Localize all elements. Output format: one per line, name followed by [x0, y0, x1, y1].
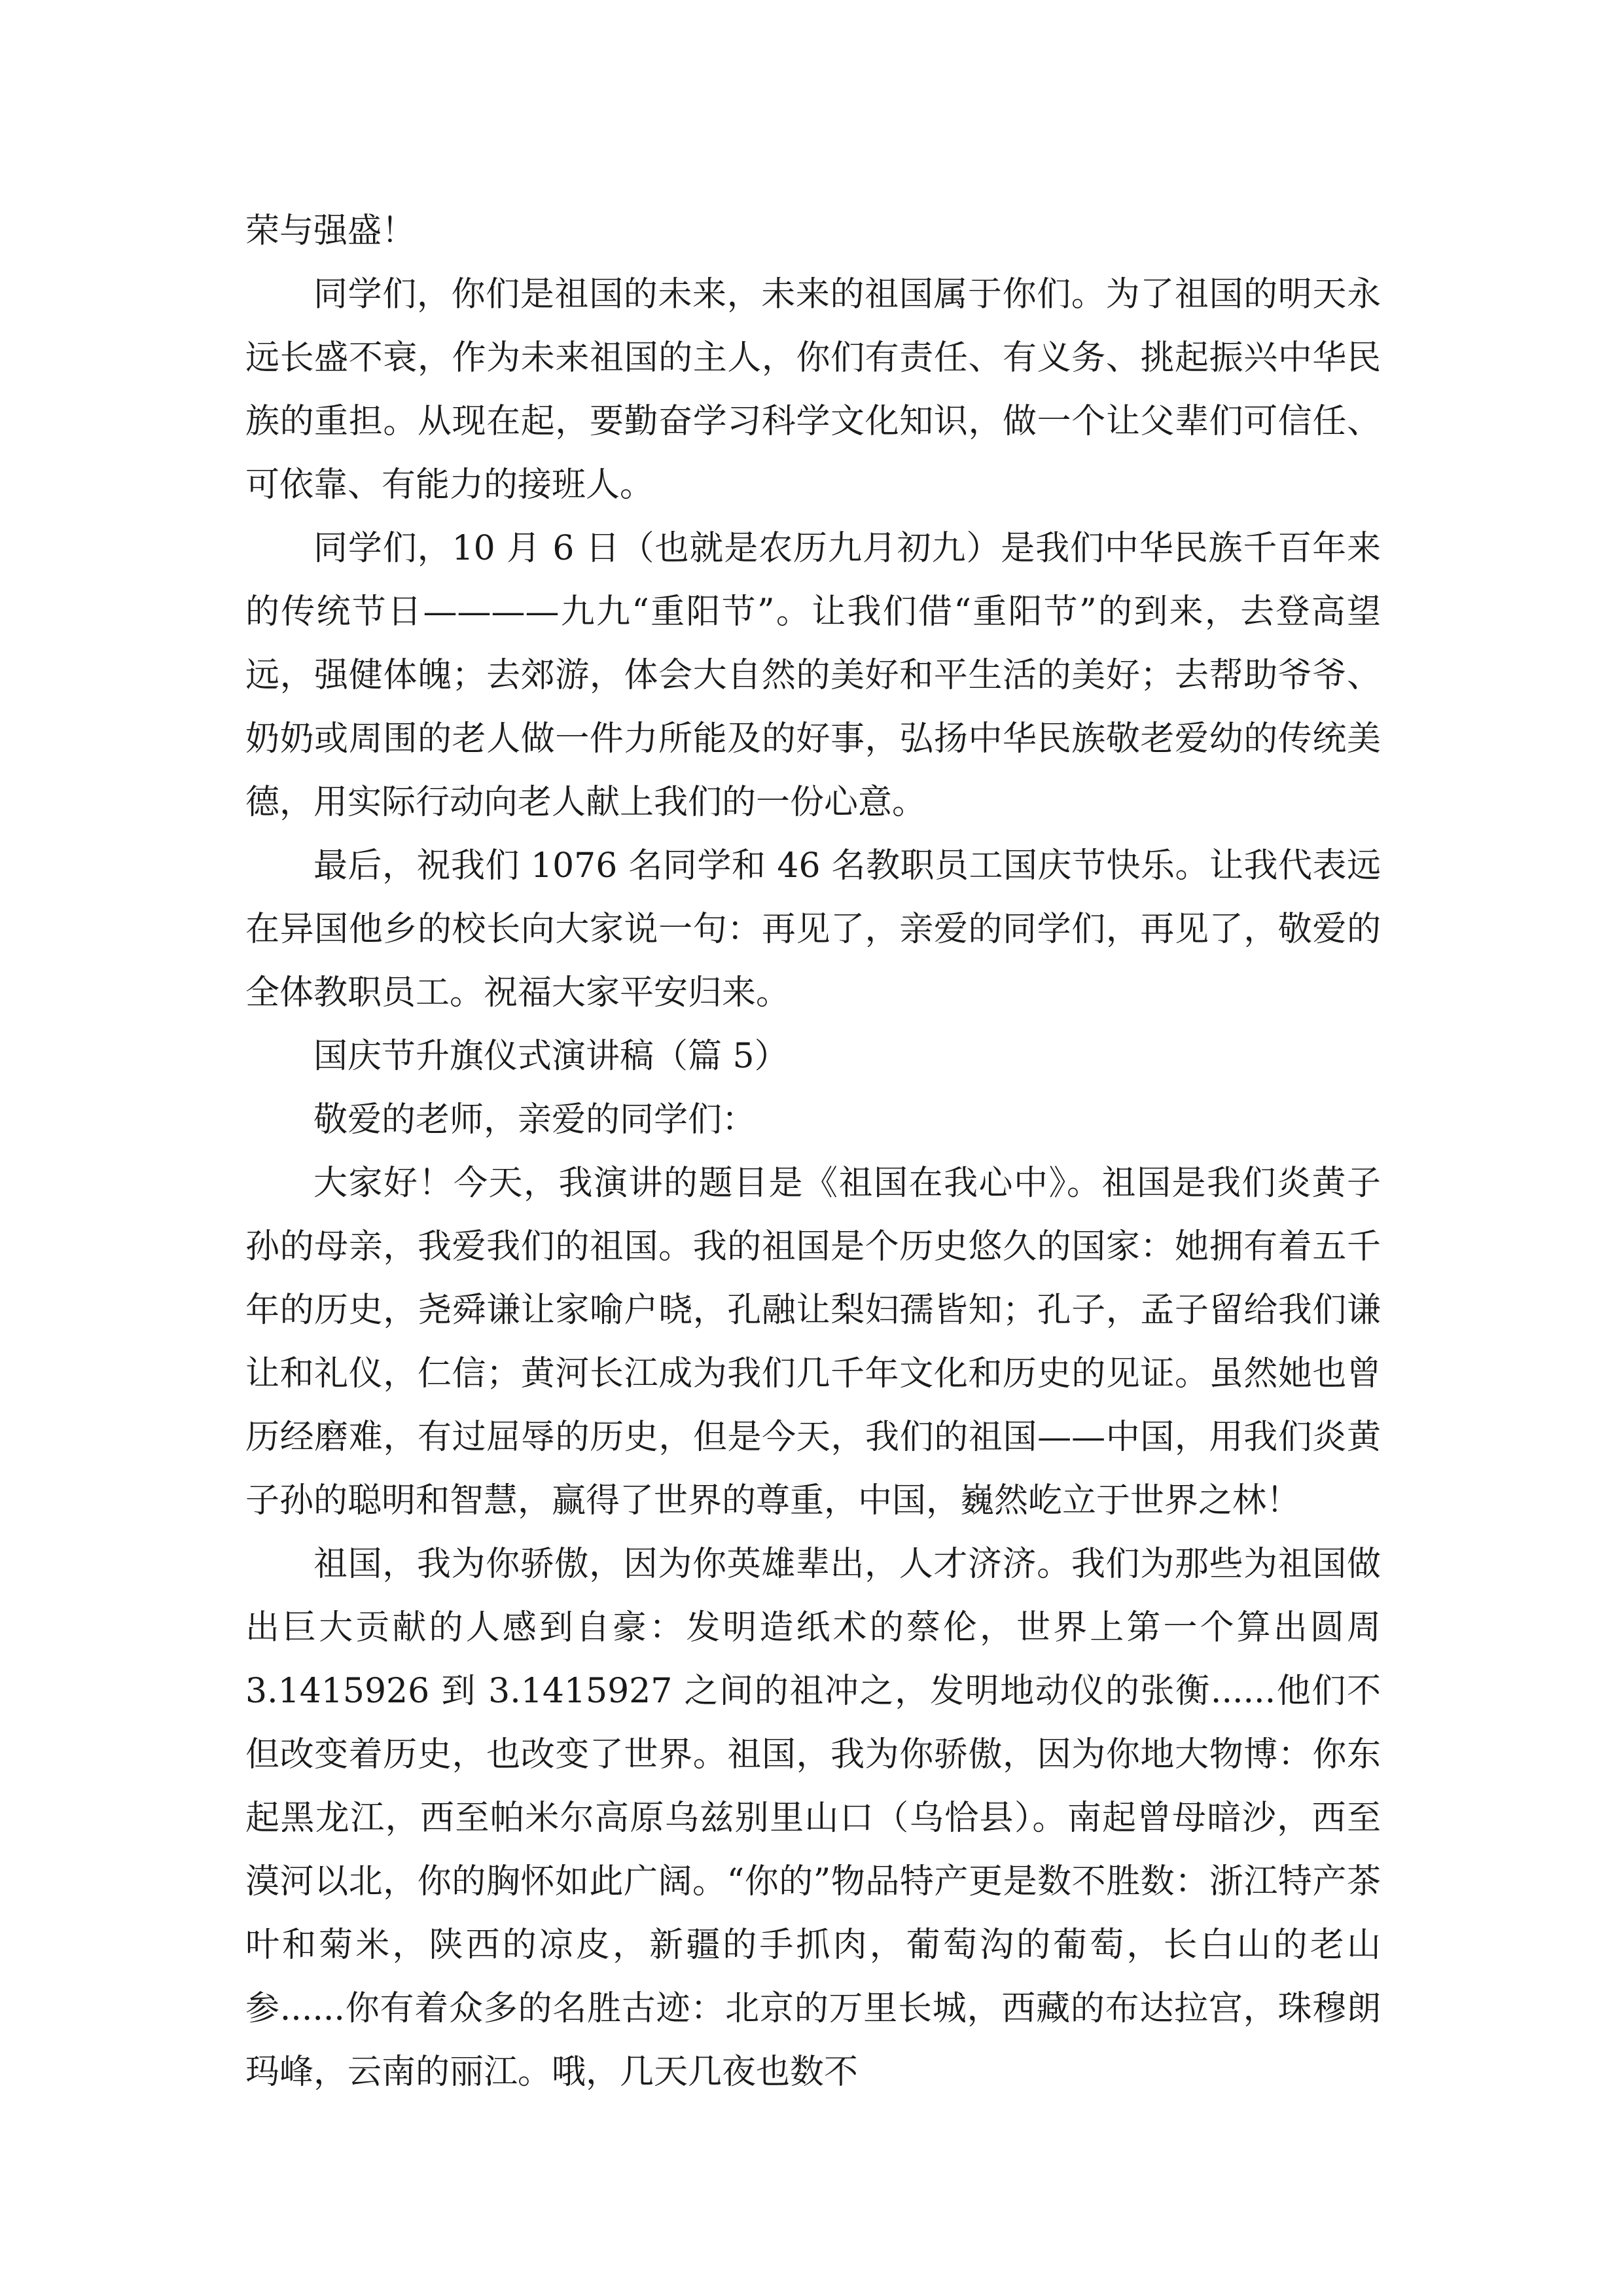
- paragraph-double-ninth-festival: 同学们，10 月 6 日（也就是农历九月初九）是我们中华民族千百年来的传统节日————九九“重阳节”。让我们借“重阳节”的到来，去登高望远，强健体魄；去郊游，体会大自然的美好和平生活的美好；去帮助爷爷、奶奶或周围的老人做一件力所能及的好事，弘扬中华民族敬老爱幼的传统美德，用实际行动向老人献上我们的一份心意。: [245, 529, 1381, 822]
- paragraph-future-of-motherland: 同学们，你们是祖国的未来，未来的祖国属于你们。为了祖国的明天永远长盛不衰，作为未来祖国的主人，你们有责任、有义务、挑起振兴中华民族的重担。从现在起，要勤奋学习科学文化知识，做一个让父辈们可信任、可依靠、有能力的接班人。: [245, 275, 1381, 505]
- paragraph-continuation: 荣与强盛！: [245, 211, 416, 251]
- paragraph-speech-intro: 大家好！今天，我演讲的题目是《祖国在我心中》。祖国是我们炎黄子孙的母亲，我爱我们的祖国。我的祖国是个历史悠久的国家：她拥有着五千年的历史，尧舜谦让家喻户晓，孔融让梨妇孺皆知；孔子，孟子留给我们谦让和礼仪，仁信；黄河长江成为我们几千年文化和历史的见证。虽然她也曾历经磨难，有过屈辱的历史，但是今天，我们的祖国——中国，用我们炎黄子孙的聪明和智慧，赢得了世界的尊重，中国，巍然屹立于世界之林！: [245, 1164, 1381, 1520]
- salutation: 敬爱的老师，亲爱的同学们：: [313, 1100, 757, 1139]
- section-heading: 国庆节升旗仪式演讲稿（篇 5）: [313, 1037, 789, 1076]
- paragraph-closing-wishes: 最后，祝我们 1076 名同学和 46 名教职员工国庆节快乐。让我代表远在异国他乡的校长向大家说一句：再见了，亲爱的同学们，再见了，敬爱的全体教职员工。祝福大家平安归来。: [245, 846, 1381, 1013]
- paragraph-proud-of-motherland: 祖国，我为你骄傲，因为你英雄辈出，人才济济。我们为那些为祖国做出巨大贡献的人感到自豪：发明造纸术的蔡伦，世界上第一个算出圆周 3.1415926 到 3.1415927 之间的祖冲之，发明地动仪的张衡......他们不但改变着历史，也改变了世界。祖国，我为你骄傲，因为你地大物博：你东起黑龙江，西至帕米尔高原乌兹别里山口（乌恰县）。南起曾母暗沙，西至漠河以北，你的胸怀如此广阔。“你的”物品特产更是数不胜数：浙江特产茶叶和菊米，陕西的凉皮，新疆的手抓肉，葡萄沟的葡萄，长白山的老山参......你有着众多的名胜古迹：北京的万里长城，西藏的布达拉宫，珠穆朗玛峰，云南的丽江。哦，几天几夜也数不: [245, 1545, 1381, 2092]
- body-text: [245, 200, 1381, 2104]
